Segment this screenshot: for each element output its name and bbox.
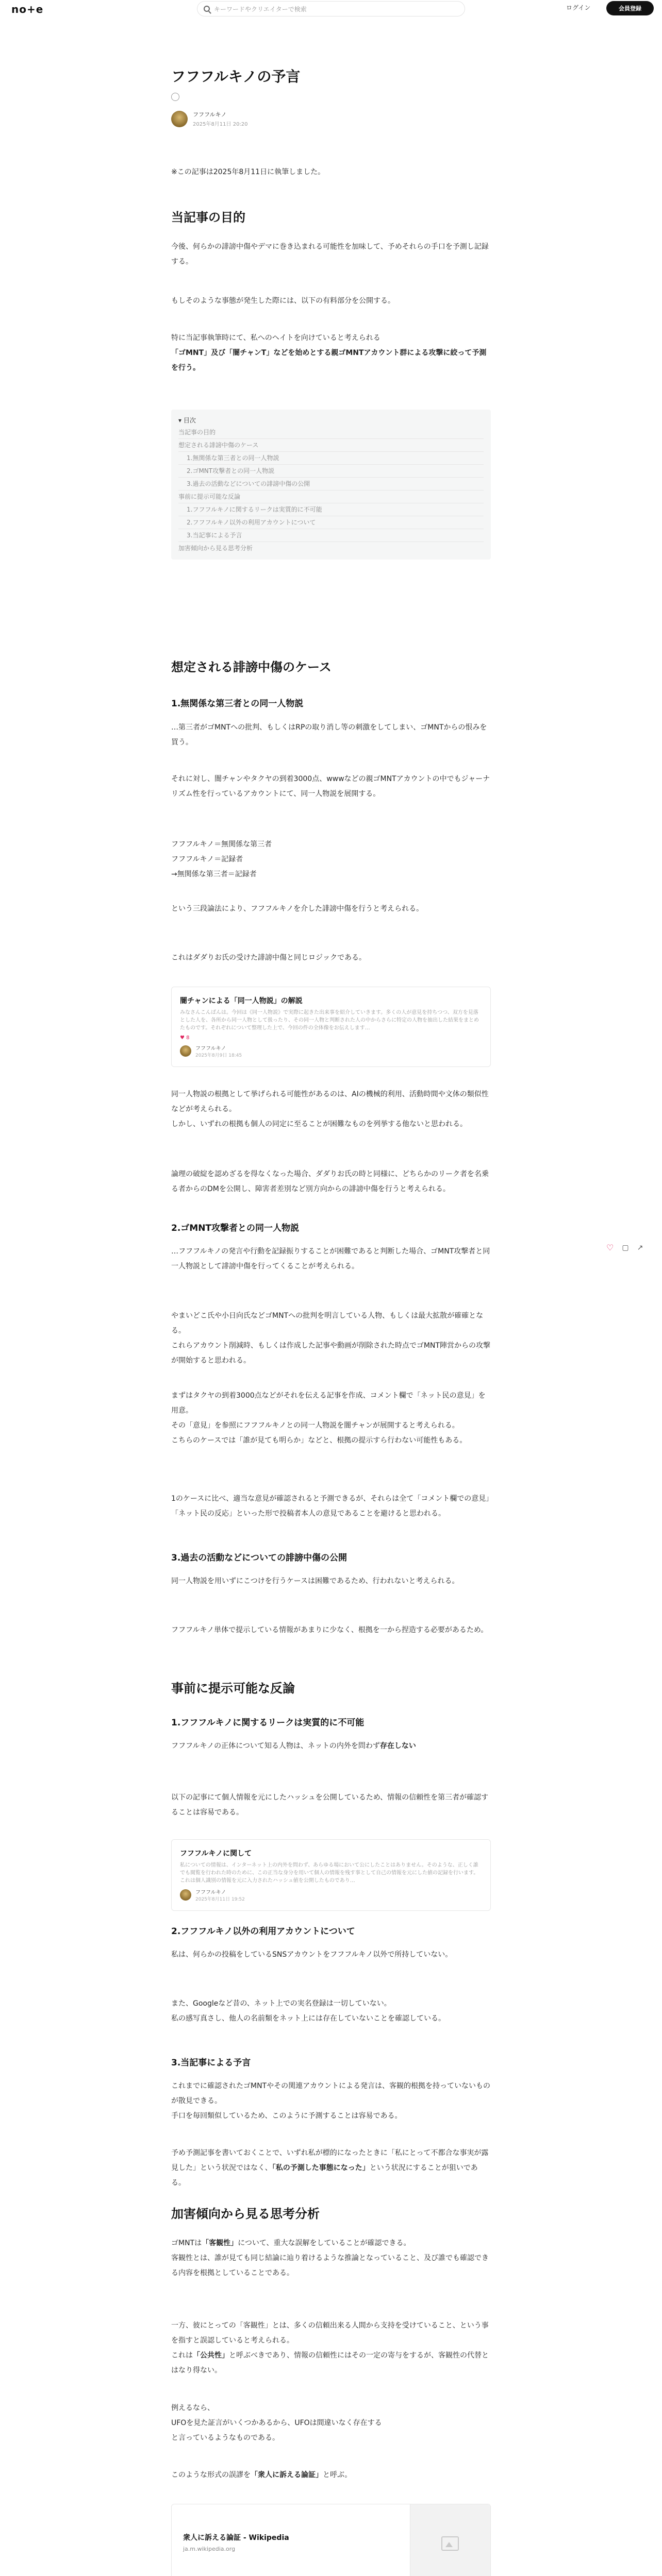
embed2-date: 2025年8月11日 19:52 xyxy=(195,1897,245,1902)
search-icon xyxy=(204,6,210,12)
para-an-2b: 「公共性」 xyxy=(193,2351,229,2360)
toc-head-label: 目次 xyxy=(183,417,196,424)
toc-head[interactable] xyxy=(178,415,484,426)
toc-toggle-icon: ▾ xyxy=(178,417,184,424)
para-case2-4: 1のケースに比べ、適当な意見が確認されると予測できるが、それらは全て「コメント欄での意見」「ネット民の反応」といった形で投稿者本人の意見であることを避けると思われる。 xyxy=(171,1495,490,1518)
para-analysis-1 xyxy=(171,2236,491,2281)
para-rebut3-1: これまでに確認されたゴMNTやその関連アカウントによる発言は、客観的根拠を持っていないものが散見できる。 手口を毎回類似しているため、このように予測することは容易である。 xyxy=(171,2082,490,2120)
para-analysis-3: 例えるなら、 UFOを見た証言がいくつかあるから、UFOは間違いなく存在する と言っているようなものである。 xyxy=(171,2404,382,2442)
para-case3-1: 同一人物説を用いずにこつけを行うケースは困難であるため、行われないと考えられる。 xyxy=(171,1577,459,1585)
comment-icon[interactable]: ▢ xyxy=(622,1243,629,1252)
para-analysis-2 xyxy=(171,2318,491,2378)
embedded-note-card-2[interactable] xyxy=(171,1839,491,1911)
para-an-4b: 「衆人に訴える論証」 xyxy=(251,2471,323,2479)
embed-title: 闇チャンによる「同一人物説」の解説 xyxy=(180,997,303,1005)
para-rebut1-2: 以下の記事にて個人情報を元にしたハッシュを公開しているため、情報の信頼性を第三者が確認することは容易である。 xyxy=(171,1793,489,1817)
toc-item[interactable]: 1.フフフルキノに関するリークは実質的に不可能 xyxy=(178,503,484,516)
embed2-avatar xyxy=(180,1889,191,1901)
para-case2-1: …フフフルキノの発言や行動を記録振りすることが困難であると判断した場合、ゴMNT攻撃者と同一人物説として誹謗中傷を行ってくることが考えられる。 xyxy=(171,1247,490,1270)
para-rebut3-2a: 予め予測記事を書いておくことで、いずれ私が標的になったときに「私にとって不都合な事実が露見した」という状況ではなく、 xyxy=(171,2149,489,2172)
para-rebut1-1b: 存在しない xyxy=(379,1742,416,1750)
link1-title: 衆人に訴える論証 - Wikipedia xyxy=(183,2534,289,2542)
link-card-wikipedia-1[interactable] xyxy=(171,2504,491,2576)
embed-excerpt: みなさんこんばんは。今回は《同一人物説》で実際に起きた出来事を紹介していきます。多くの人が意見を持ちつつ、双方を見落とした人を、各所から同一人物として扱ったり、その同一人物と判断された人の中からさらに特定の人物を抽出した結果をまとめたものです。それぞれについて整理した上で、今回の件の全体像をお伝えします… xyxy=(180,1010,479,1031)
embed-author: フフフルキノ xyxy=(195,1046,226,1052)
para-rebut1-1a: フフフルキノの正体について知る人物は、ネットの内外を問わず xyxy=(171,1742,380,1750)
heading-rebuttal: 事前に提示可能な反論 xyxy=(171,1681,295,1696)
toc-item[interactable]: 加害傾向から見る思考分析 xyxy=(178,545,253,552)
para-purpose-3b: 「ゴMNT」及び「闇チャンT」などを始めとする親ゴMNTアカウント群による攻撃に絞って予測を行う。 xyxy=(171,349,487,372)
para-rebut3-2b: 「私の予測した事態になった」 xyxy=(272,2164,370,2172)
embed2-excerpt: 私についての情報は、インターネット上の内外を問わず、あらゆる場において公にしたことはありません。そのような、正しく誰でも閲覧を行われた時のために、この正当な身分を用いて個人の情報を残す事として自己の情報を元にした値の記録を行います。これは個人識別の情報を元に入力されたハッシュ値を公開したものであり… xyxy=(180,1862,479,1884)
author-name[interactable]: フフフルキノ xyxy=(193,111,227,118)
search-bar[interactable] xyxy=(197,1,465,16)
para-an-1c: について、重大な誤解をしていることが確認できる。 客観性とは、誰が見ても同じ結論に辿り着けるような推論となっていること、及び誰でも確認できる内容を根拠としていることである。 xyxy=(171,2239,489,2277)
toc-item[interactable]: 3.過去の活動などについての誹謗中傷の公開 xyxy=(178,478,484,490)
toc-item[interactable]: 事前に提示可能な反論 xyxy=(178,490,484,503)
para-an-1b: 「客観性」 xyxy=(202,2239,238,2247)
heading-cases: 想定される誹謗中傷のケース xyxy=(171,660,332,674)
heading-case-2: 2.ゴMNT攻撃者との同一人物説 xyxy=(171,1223,300,1233)
article xyxy=(171,67,491,2552)
toc-item[interactable]: 2.フフフルキノ以外の利用アカウントについて xyxy=(178,516,484,529)
para-case1-2: それに対し、闇チャンやタクヤの到着3000点、wwwなどの親ゴMNTアカウントの中でもジャーナリズム性を行っているアカウントにて、同一人物説を展開する。 xyxy=(171,775,490,798)
publish-date: 2025年8月11日 20:20 xyxy=(193,122,248,127)
para-rebut3-2 xyxy=(171,2146,491,2191)
para-case2-3: まずはタクヤの到着3000点などがそれを伝える記事を作成、コメント欄で「ネット民の意見」を用意。 その「意見」を参照にフフフルキノとの同一人物説を闇チャンが展開すると考えられる。 こちらのケースでは「誰が見ても明らか」などと、根拠の提示すら行わない可能性もある。 xyxy=(171,1392,486,1445)
toc-item[interactable]: 当記事の目的 xyxy=(178,426,484,439)
intro-note: ※この記事は2025年8月11日に執筆しました。 xyxy=(171,168,325,176)
embedded-note-card[interactable] xyxy=(171,987,491,1067)
floating-action-bar xyxy=(606,1243,648,1252)
heading-rebuttal-3: 3.当記事による予言 xyxy=(171,2058,251,2068)
author-row xyxy=(171,110,491,127)
heart-icon[interactable]: ♡ xyxy=(606,1243,614,1252)
toc-item[interactable]: 3.当記事による予言 xyxy=(178,529,484,542)
image-placeholder-icon xyxy=(441,2536,459,2551)
embed2-author: フフフルキノ xyxy=(195,1890,226,1895)
embed-date: 2025年8月9日 18:45 xyxy=(195,1053,242,1058)
toc-item[interactable]: 想定される誹謗中傷のケース xyxy=(178,439,484,452)
heading-case-3: 3.過去の活動などについての誹謗中傷の公開 xyxy=(171,1553,347,1563)
para-case1-1: …第三者がゴMNTへの批判、もしくはRPの取り消し等の刺激をしてしまい、ゴMNTからの恨みを買う。 xyxy=(171,723,487,747)
para-an-2c: と呼ぶべきであり、情報の信頼性にはその一定の寄与をするが、客観性の代替とはなり得ない。 xyxy=(171,2351,489,2375)
para-purpose-1: 今後、何らかの誹謗中傷やデマに巻き込まれる可能性を加味して、予めそれらの手口を予測し記録する。 xyxy=(171,243,489,266)
table-of-contents xyxy=(171,410,491,560)
article-title: フフフルキノの予言 xyxy=(171,68,301,85)
link1-thumbnail xyxy=(410,2504,490,2576)
para-case1-7: 論理の破綻を認めざるを得なくなった場合、ダダりお氏の時と同様に、どちらかのリーク者を名乗る者からのDMを公開し、障害者差別など別方向からの誹謗中傷を行うと考えられる。 xyxy=(171,1170,489,1193)
para-case1-4: という三段論法により、フフフルキノを介した誹謗中傷を行うと考えられる。 xyxy=(171,905,424,913)
signup-button[interactable]: 会員登録 xyxy=(606,1,654,15)
toc-item[interactable]: 1.無関係な第三者との同一人物説 xyxy=(178,452,484,465)
para-rebut2-2: また、Googleなど昔の、ネット上での実名登録は一切していない。 私の感写真さし、他人の名前類をネット上には存在していないことを確認している。 xyxy=(171,1999,445,2023)
embed2-title: フフフルキノに関して xyxy=(180,1850,252,1858)
para-purpose-3 xyxy=(171,331,491,376)
top-navbar xyxy=(0,0,662,19)
magazine-icon[interactable] xyxy=(171,93,179,101)
para-purpose-3a: 特に当記事執筆時にて、私へのヘイトを向けていると考えられる xyxy=(171,334,380,342)
para-case1-6: 同一人物説の根拠として挙げられる可能性があるのは、AIの機械的利用、活動時間や文体の類似性などが考えられる。 しかし、いずれの根拠も個人の同定に至ることが困難なものを列挙する他ないと思われる。 xyxy=(171,1090,489,1128)
embed-avatar xyxy=(180,1045,191,1057)
para-analysis-4 xyxy=(171,2468,491,2483)
para-case1-5: これはダダりお氏の受けた誹謗中傷と同じロジックである。 xyxy=(171,954,366,962)
para-an-4c: と呼ぶ。 xyxy=(323,2471,352,2479)
para-case1-3: フフフルキノ＝無関係な第三者 フフフルキノ＝記録者 →無関係な第三者＝記録者 xyxy=(171,840,272,878)
heading-rebuttal-2: 2.フフフルキノ以外の利用アカウントについて xyxy=(171,1926,355,1937)
heading-rebuttal-1: 1.フフフルキノに関するリークは実質的に不可能 xyxy=(171,1718,365,1728)
login-link[interactable]: ログイン xyxy=(566,4,591,11)
note-logo[interactable]: no+e xyxy=(11,3,44,15)
search-placeholder: キーワードやクリエイターで検索 xyxy=(214,5,307,13)
para-rebut2-1: 私は、何らかの投稿をしているSNSアカウントをフフフルキノ以外で所持していない。 xyxy=(171,1951,453,1959)
embed-likes: ♥ 8 xyxy=(180,1035,190,1041)
heading-analysis: 加害傾向から見る思考分析 xyxy=(171,2207,320,2221)
heading-case-1: 1.無関係な第三者との同一人物説 xyxy=(171,699,304,709)
para-case3-2: フフフルキノ単体で提示している情報があまりに少なく、根拠を一から捏造する必要があるため。 xyxy=(171,1626,488,1634)
para-rebut3-2c: という状況にすることが狙いである。 xyxy=(171,2164,478,2187)
para-purpose-2: もしそのような事態が発生した際には、以下の有料部分を公開する。 xyxy=(171,297,395,305)
share-icon[interactable]: ↗ xyxy=(637,1243,643,1252)
link1-url: ja.m.wikipedia.org xyxy=(183,2546,236,2552)
heading-purpose: 当記事の目的 xyxy=(171,210,245,225)
para-case2-2: やまいどこ氏や小日向氏などゴMNTへの批判を明言している人物、もしくは最大拡散が確確となる。 これらアカウント削減時、もしくは作成した記事や動画が削除された時点でゴMNT陣営からの攻撃が開始すると思われる。 xyxy=(171,1312,490,1365)
toc-item[interactable]: 2.ゴMNT攻撃者との同一人物説 xyxy=(178,465,484,478)
author-avatar[interactable] xyxy=(171,111,188,127)
para-rebut1-1 xyxy=(171,1739,491,1754)
para-an-2a: 一方、彼にとっての「客観性」とは、多くの信頼出来る人間から支持を受けていること、という事を指すと誤認していると考えられる。 これは xyxy=(171,2321,489,2360)
para-an-4a: このような形式の誤謬を xyxy=(171,2471,251,2479)
para-an-1a: ゴMNTは xyxy=(171,2239,202,2247)
